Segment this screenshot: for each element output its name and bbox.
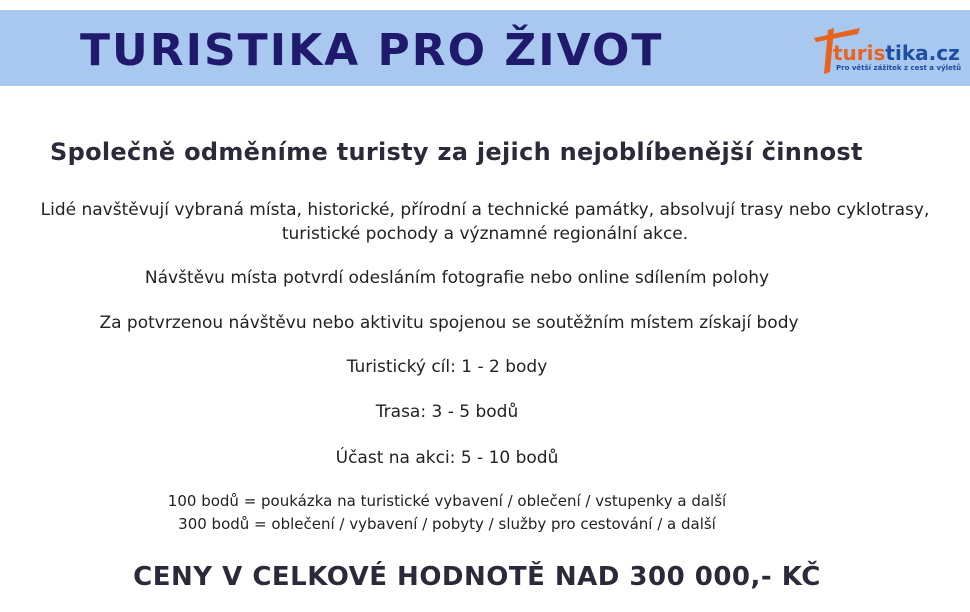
logo-wordmark [833,42,960,64]
confirm-line: Návštěvu místa potvrdí odesláním fotografie nebo online sdílením polohy [144,268,770,288]
header-banner [0,10,970,86]
page-title: TURISTIKA PRO ŽIVOT [80,25,664,76]
turistika-logo[interactable] [806,20,964,76]
headline: Společně odměníme turisty za jejich nejoblíbenější činnost [50,138,863,166]
logo-tagline: Pro větší zážitek z cest a výletů [836,64,962,72]
scoring-item: Trasa: 3 - 5 bodů [375,402,519,422]
points-line: Za potvrzenou návštěvu nebo aktivitu spojenou se soutěžním místem získají body [99,313,799,333]
logo-word-part1: turis [833,41,886,65]
reward-item: 100 bodů = poukázka na turistické vybavení / oblečení / vstupenky a další [167,492,727,510]
logo-word-part2: tika.cz [885,41,960,65]
scoring-item: Turistický cíl: 1 - 2 body [346,357,548,377]
intro-line-2: turistické pochody a významné regionální akce. [281,224,689,244]
intro-line-1: Lidé navštěvují vybraná místa, historické, přírodní a technické památky, absolvují trasy nebo cyklotrasy, [40,200,930,220]
scoring-item: Účast na akci: 5 - 10 bodů [335,448,559,468]
reward-item: 300 bodů = oblečení / vybavení / pobyty / služby pro cestování / a další [178,515,716,533]
prize-line: CENY V CELKOVÉ HODNOTĚ NAD 300 000,- KČ [133,562,821,592]
